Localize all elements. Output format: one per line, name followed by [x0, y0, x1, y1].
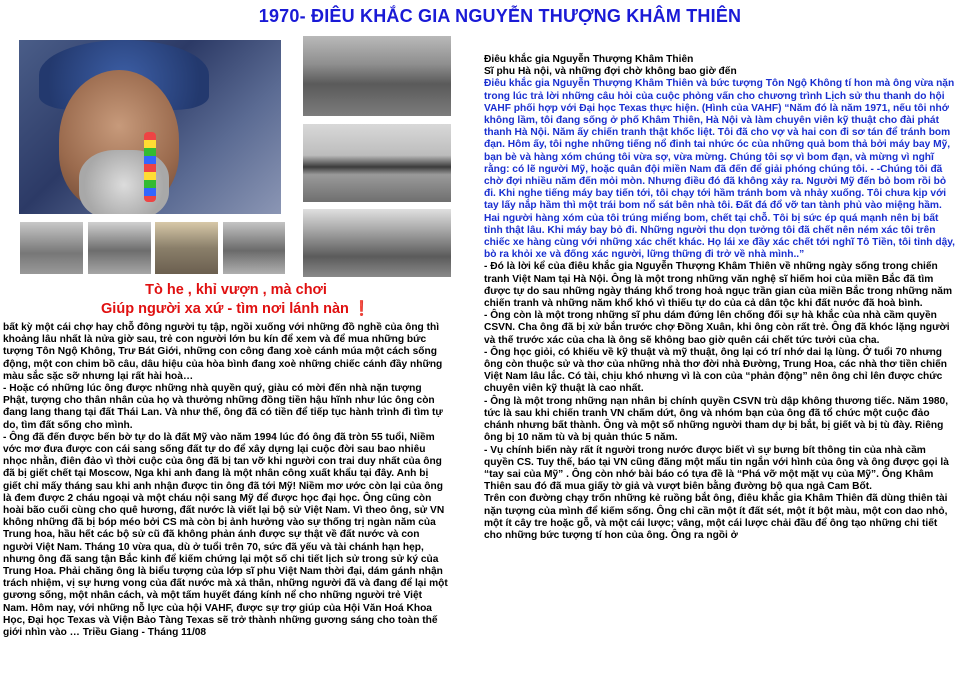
- right-paragraph: - Đó là lời kể của điêu khắc gia Nguyễn Thượng Khâm Thiên về những ngày sống trong chiến tranh Việt Nam tại Hà Nội. Ông là một trong những văn nghệ sĩ hiếm hoi của miền Bắc đã tìm được tự do sau những ngày tháng khổ trong hoả ngục trần gian của miền Bắc trong những năm chiến tranh và những năm khổ khó vì thiếu tự do của cả dân tộc khi đất nước đã hoà bình.: [484, 261, 953, 310]
- right-column: [484, 54, 956, 542]
- thumbnail-photo-2: [88, 222, 151, 274]
- caption-line-1: Tò he , khỉ vượn , mà chơi: [145, 282, 327, 298]
- left-paragraph: bất kỳ một cái chợ hay chỗ đông người tụ tập, ngồi xuống với những đồ nghề của ông thì khoảng lâu nhất là nửa giờ sau, trẻ con người lớn bu kín để xem và để mua những bức tượng Tôn Ngộ Không, Trư Bát Giới, những con công đang xoè cánh múa một cách sống động, một con chim bồ câu, dâu hiệu của hòa bình đang xoè những chiếc cánh đầy những màu sắc sặc sỡ nhưng lại rất hài hoà…: [3, 322, 443, 382]
- page-title: 1970- ĐIÊU KHẮC GIA NGUYỄN THƯỢNG KHÂM THIÊN: [258, 6, 742, 26]
- thumbnail-photo-1: [20, 222, 83, 274]
- blue-paragraph: Điêu khắc gia Nguyễn Thượng Khâm Thiên và bức tượng Tôn Ngộ Không tí hon mà ông vừa nặn trong lúc trả lời những câu hỏi của cuộc phỏng vấn cho chương trình Lịch sử thu thanh do hội VAHF phối hợp với Đại học Texas thực hiện. (Hình của VAHF) “Năm đó là năm 1971, nếu tôi nhớ không lầm, tôi đang sống ở phố Khâm Thiên, Hà Nội và làm chuyên viên kỹ thuật cho đài phát thanh Hà Nội. Năm ấy chiến tranh thật khốc liệt. Tôi đã cho vợ và hai con đi sơ tán để tránh bom đạn. Hôm ấy, tôi nghe những tiếng nổ đinh tai nhức óc của những quả bom thả bởi máy bay Mỹ, bạn bè và hàng xóm chúng tôi vừa sợ, vừa mừng. Chúng tôi sợ vì bom đạn, và mừng vì nghĩ rằng: có lẽ người Mỹ, hoặc quân đội miền Nam đã đến để giải phóng chúng tôi. - -Chúng tôi đã chờ đợi nhiều năm đến mỏi mòn. Nhưng điều đó đã không xảy ra. Người Mỹ đến bỏ bom rồi bỏ đi. Khi nghe tiếng máy bay tiến tới, tôi chạy tới hầm tránh bom và nhảy xuống. Tôi chưa kịp với tay lấy nắp hầm thì một trái bom nổ sát bên nhà tôi. Đất đá đổ vỡ tan tành phủ vào miệng hầm. Hai người hàng xóm của tôi trúng miểng bom, chết tại chỗ. Tôi bị sức ép quá mạnh nên bị bất tỉnh thật lâu. Khi máy bay bỏ đi. Những người thu dọn tưởng tôi đã chết nên ném xác tôi trên chiếc xe hàng cùng với những xác chết khác. Họ lái xe đầy xác chết tới nghĩ Tô Tiền, tôi tỉnh dậy, bò ra khỏi xe và đống xác người, lững thững đi trở về nhà mình..”: [484, 78, 955, 261]
- bridge-photo: [303, 124, 451, 202]
- right-paragraph: - Ông là một trong những nạn nhân bị chính quyền CSVN trù dập không thương tiếc. Năm 1980, tức là sau khi chiến tranh VN chấm dứt, ông và nhóm bạn của ông đã tổ chức một cuộc đảo chánh nhưng bất thành. Ông và một số những người tham dự bị bắt, bị giết và bị tù đày. Riêng ông bị 10 năm tù và bị quản thúc 5 năm.: [484, 395, 949, 444]
- right-paragraph: Trên con đường chạy trốn những kẻ ruồng bắt ông, điêu khắc gia Khâm Thiên đã dùng thiên tài nặn tượng của mình để kiếm sống. Ông chỉ cần một ít đất sét, một ít bột màu, một con dao nhỏ, một ít cây tre hoặc gỗ, và một cái lược; vâng, một cái lược chải đầu để ông tạo những chi tiết cho những bức tượng tí hon của ông. Ông ra ngồi ở: [484, 493, 948, 541]
- caption-line-2: Giúp người xa xứ - tìm nơi lánh nàn ❗: [101, 301, 371, 317]
- left-paragraph: - Ông đã đến được bến bờ tự do là đất Mỹ vào năm 1994 lúc đó ông đã tròn 55 tuổi, Niềm vớc mơ đưa được con cái sang sống đất tự do để xây dựng lại cuộc đời sau bao nhiêu nhọc nhằn, điên đảo vì thời cuộc của ông đã bị tan vỡ khi người con trai duy nhất của ông đã bị giết chết tại Moscow, Nga khi anh đang là một nhân công xuất khẩu tại đây. Anh bị giết chỉ mấy tháng sau khi anh nhận được tin ông đã tới Mỹ! Niềm mơ ước còn lại của ông là đem được 2 cháu ngoại và một cháu nội sang Mỹ để được học đại học. Ông cũng còn hoài bão cuối cùng cho quê hương, đất nước là viết lại bộ sử Việt Nam. Vì theo ông, sử VN không những đã bị bóp méo bởi CS mà còn bị ảnh hưởng vào sự thống trị ngàn năm của Trung hoa, hầu hết các bộ sử cũ đã không phản ánh được sự thật về đất nước và con người Việt Nam. Tháng 10 vừa qua, dù ở tuổi trên 70, sức đã yếu và tài chánh hạn hẹp, nhưng ông đã sang tận Bắc kinh để kiếm chứng lại một số chi tiết lịch sử trong sử ký của Trung Hoa. Phải chăng ông là biểu tượng của lớp sĩ phu Việt Nam thời đại, dám gánh nhận trách nhiệm, vị sự hưng vong của đất nước mà xả thân, những người đã và đang để lại một gương sống, một nhân cách, và một tấm huyết đáng kính nể cho những người trẻ Việt Nam. Hôm nay, với những nỗ lực của hội VAHF, được sự trợ giúp của Hội Văn Hoá Khoa Học, Đại học Texas và Viện Bảo Tàng Texas sẽ trở thành những gương sáng cho toàn thế giới nhìn vào … Triều Giang - Tháng 11/08: [3, 431, 448, 639]
- thumbnail-photo-4: [223, 222, 285, 274]
- right-paragraph: - Ông học giỏi, có khiếu về kỹ thuật và mỹ thuật, ông lại có trí nhớ dai lạ lùng. Ở tuổi 70 nhưng ông còn thuộc sử và thơ của những nhà thơ đời nhà Đường, Trung Hoa, các nhà thơ tiền chiến Việt Nam lâu lắc. Có tài, chịu khó nhưng vì là con của “phản động” nên ông chỉ lên được chức chuyên viên kỹ thuật là cao nhất.: [484, 346, 948, 395]
- left-paragraph: - Hoặc có những lúc ông được những nhà quyền quý, giàu có mời đến nhà nặn tượng Phật, tượng cho thân nhân của họ và thưởng những đồng tiền hậu hĩnh như lúc ông còn đang lang thang tại đất Thái Lan. Và như thế, ông đã có tiền để tiếp tục hành trình đi tìm tự do, tìm đất sống cho mình.: [3, 383, 443, 431]
- war-ruins-photo-2: [303, 209, 451, 277]
- right-paragraph: - Vụ chính biến này rất ít người trong nước được biết vì sự bưng bít thông tin của nhà cầm quyền CS. Tuy thế, báo tại VN cũng đăng một mẩu tin ngắn với hình của ông và ông được gọi là “tay sai của Mỹ” . Ông còn nhớ bài báo có tựa đề là “Phá vỡ một mặt vụ của Mỹ”. Ông Khâm Thiên sau đó đã mua giấy tờ giả và vượt biên bằng đường bộ qua ngả Cam Bốt.: [484, 444, 949, 493]
- right-paragraph: - Ông còn là một trong những sĩ phu dám đứng lên chống đối sự hà khắc của nhà cầm quyền CSVN. Cha ông đã bị xử bắn trước chợ Đồng Xuân, khi ông còn rất trẻ. Ông đã khóc lặng người và thế trước xác của cha là ông sẽ không bao giờ quên cái chết tức tưởi của cha.: [484, 310, 950, 346]
- header-line-1: Điêu khắc gia Nguyễn Thượng Khâm Thiên: [484, 54, 694, 65]
- left-column: [3, 322, 448, 639]
- war-ruins-photo-1: [303, 36, 451, 116]
- thumbnail-photo-3: [155, 222, 218, 274]
- header-line-2: Sĩ phu Hà nội, và những đợi chờ không bao giờ đến: [484, 66, 737, 78]
- portrait-photo: [19, 40, 281, 214]
